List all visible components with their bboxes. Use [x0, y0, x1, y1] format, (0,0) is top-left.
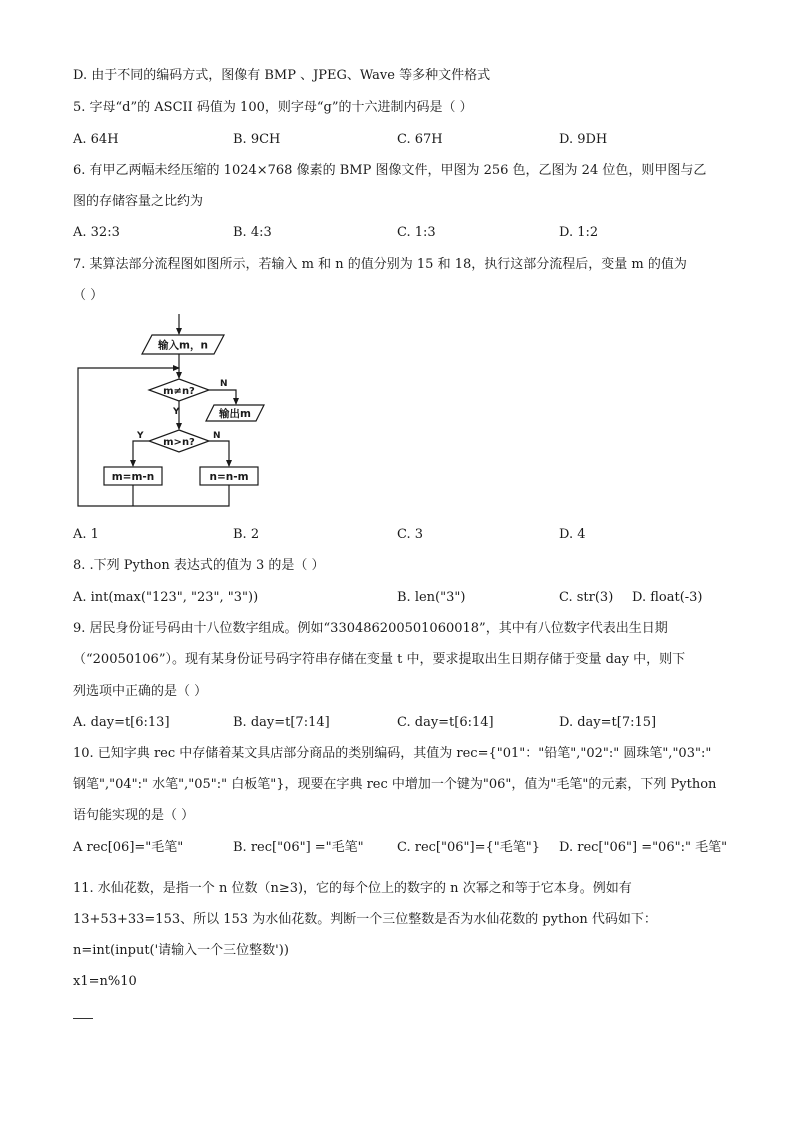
q8-stem: 8. .下列 Python 表达式的值为 3 的是（ ）: [73, 558, 325, 573]
output-label: 输出m: [219, 408, 251, 420]
q11-code-line2: x1=n%10: [73, 974, 137, 989]
q10-option-a: A rec[06]="毛笔": [73, 840, 184, 855]
q10-option-d: D. rec["06"] ="06":" 毛笔": [559, 840, 728, 855]
q7-stem-line1: 7. 某算法部分流程图如图所示，若输入 m 和 n 的值分别为 15 和 18，执行这部分流程后，变量 m 的值为: [73, 257, 687, 272]
q9-option-d: D. day=t[7:15]: [559, 715, 657, 730]
cond1-no-label: N: [220, 379, 228, 389]
q9-option-a: A. day=t[6:13]: [73, 715, 170, 730]
cond2-yes-label: Y: [137, 431, 144, 441]
q7-option-a: A. 1: [73, 527, 99, 542]
q10-option-c: C. rec["06"]={"毛笔"}: [397, 840, 540, 855]
q9-option-c: C. day=t[6:14]: [397, 715, 494, 730]
arrow-cond2-yes: [133, 441, 149, 466]
input-label: 输入m，n: [158, 339, 208, 352]
q5-stem: 5. 字母“d”的 ASCII 码值为 100，则字母“g”的十六进制内码是（ ）: [73, 100, 473, 115]
q8-option-d: D. float(-3): [632, 590, 703, 605]
q10-stem-line2: 钢笔","04":" 水笔","05":" 白板笔"}，现要在字典 rec 中增加一个键为"06"，值为"毛笔"的元素，下列 Python: [73, 777, 717, 792]
q5-option-c: C. 67H: [397, 132, 443, 147]
q6-stem-line2: 图的存储容量之比约为: [73, 194, 204, 209]
assign-right-label: n=n-m: [209, 471, 249, 483]
q7-option-d: D. 4: [559, 527, 586, 542]
q8-option-a: A. int(max("123", "23", "3")): [73, 590, 259, 605]
q10-stem-line1: 10. 已知字典 rec 中存储着某文具店部分商品的类别编码，其值为 rec={"01"："铅笔","02":" 圆珠笔","03":": [73, 746, 712, 761]
q11-stem-line2: 13+53+33=153、所以 153 为水仙花数。判断一个三位整数是否为水仙花数的 python 代码如下：: [73, 912, 657, 927]
q9-stem-line3: 列选项中正确的是（ ）: [73, 684, 208, 699]
q6-option-d: D. 1:2: [559, 225, 599, 240]
cond2-label: m>n?: [163, 437, 195, 448]
cond1-yes-label: Y: [173, 407, 180, 417]
arrow-cond2-no: [209, 441, 229, 466]
q11-code-line1: n=int(input('请输入一个三位整数')): [73, 943, 289, 958]
q6-option-a: A. 32:3: [73, 225, 120, 240]
q9-option-b: B. day=t[7:14]: [233, 715, 330, 730]
q11-stem-line1: 11. 水仙花数，是指一个 n 位数（n≥3)，它的每个位上的数字的 n 次幂之和等于它本身。例如有: [73, 881, 632, 896]
cond2-no-label: N: [213, 431, 221, 441]
assign-left-label: m=m-n: [111, 471, 155, 483]
q6-option-c: C. 1:3: [397, 225, 436, 240]
arrow-cond1-no: [209, 390, 236, 404]
q7-option-b: B. 2: [233, 527, 260, 542]
q7-flowchart: [70, 308, 270, 518]
q4-option-d: D. 由于不同的编码方式，图像有 BMP 、JPEG、Wave 等多种文件格式: [73, 68, 491, 83]
q7-option-c: C. 3: [397, 527, 424, 542]
q8-option-c: C. str(3): [559, 590, 614, 605]
cond1-label: m≠n?: [163, 386, 195, 397]
q8-option-b: B. len("3"): [397, 590, 466, 605]
q5-option-b: B. 9CH: [233, 132, 281, 147]
q7-stem-line2: （ ）: [73, 288, 104, 303]
q5-option-a: A. 64H: [73, 132, 119, 147]
blank-line: [73, 1018, 93, 1019]
q5-option-d: D. 9DH: [559, 132, 608, 147]
q10-option-b: B. rec["06"] ="毛笔": [233, 840, 364, 855]
q10-stem-line3: 语句能实现的是（ ）: [73, 808, 195, 823]
q9-stem-line1: 9. 居民身份证号码由十八位数字组成。例如“330486200501060018”，其中有八位数字代表出生日期: [73, 621, 668, 636]
q6-option-b: B. 4:3: [233, 225, 272, 240]
q6-stem-line1: 6. 有甲乙两幅未经压缩的 1024×768 像素的 BMP 图像文件，甲图为 256 色，乙图为 24 位色，则甲图与乙: [73, 163, 707, 178]
q9-stem-line2: （“20050106”）。现有某身份证号码字符串存储在变量 t 中，要求提取出生日期存储于变量 day 中，则下: [73, 652, 686, 667]
